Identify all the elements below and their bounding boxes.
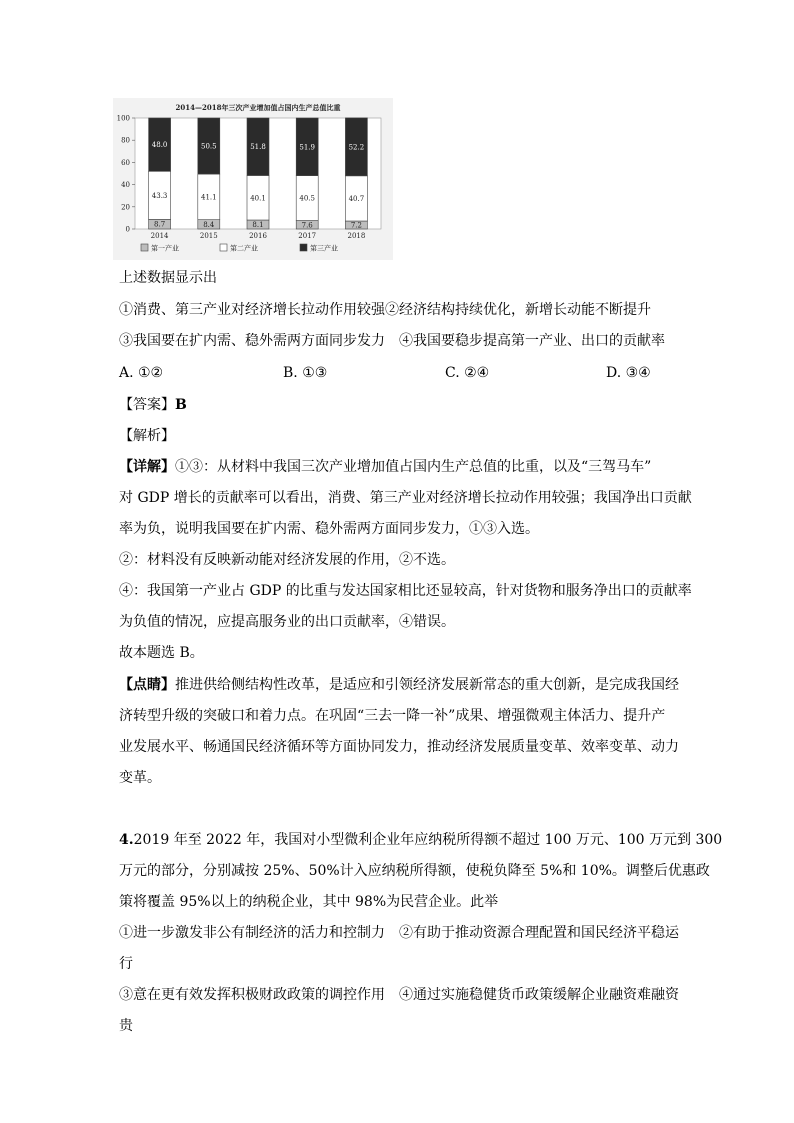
answer-tag: 【答案】 [119, 397, 175, 413]
question-4-statement-2-cont: 行 [119, 956, 133, 972]
detail-line-5: ④：我国第一产业占 GDP 的比重与发达国家相比还显较高，针对货物和服务净出口的贡献率 [119, 583, 692, 599]
lead-text: 上述数据显示出 [119, 270, 217, 286]
y-tick-label: 40 [121, 181, 130, 190]
chart-title: 2014—2018年三次产业增加值占国内生产总值比重 [175, 103, 341, 112]
y-tick-label: 100 [116, 114, 130, 123]
legend-swatch [141, 244, 148, 251]
detail-line-2: 对 GDP 增长的贡献率可以看出，消费、第三产业对经济增长拉动作用较强；我国净出口贡献 [119, 490, 692, 506]
x-tick-label: 2015 [199, 232, 218, 240]
question-number: 4. [119, 832, 134, 848]
detail-tag: 【详解】 [119, 459, 175, 475]
question-4-statement-3-4: ③意在更有效发挥积极财政政策的调控作用 ④通过实施稳健货币政策缓解企业融资难融资 [119, 987, 679, 1003]
data-label: 41.1 [201, 193, 217, 202]
option-d: D. ③④ [606, 365, 651, 381]
y-tick-label: 80 [121, 136, 130, 145]
tip-text-1: 推进供给侧结构性改革，是适应和引领经济发展新常态的重大创新，是完成我国经 [175, 677, 679, 693]
question-4-statement-4-cont: 贵 [119, 1018, 133, 1034]
question-4-line-3: 策将覆盖 95%以上的纳税企业，其中 98%为民营企业。此举 [119, 894, 499, 910]
x-tick-label: 2016 [249, 232, 267, 240]
detail-line-4: ②：材料没有反映新动能对经济发展的作用，②不选。 [119, 552, 455, 568]
x-tick-label: 2018 [347, 232, 366, 240]
tip-line-2: 济转型升级的突破口和着力点。在巩固“三去一降一补”成果、增强微观主体活力、提升产 [119, 708, 666, 724]
answer-line [119, 395, 187, 415]
data-label: 40.5 [299, 194, 315, 203]
legend-swatch [220, 244, 227, 251]
analysis-tag: 【解析】 [119, 428, 175, 444]
y-tick-label: 20 [121, 203, 130, 212]
detail-text-1: ①③：从材料中我国三次产业增加值占国内生产总值的比重，以及“三驾马车” [175, 459, 652, 475]
detail-line-6: 为负值的情况，应提高服务业的出口贡献率，④错误。 [119, 614, 455, 630]
option-c: C. ②④ [445, 365, 490, 381]
data-label: 52.2 [348, 143, 365, 152]
tip-line-4: 变革。 [119, 770, 161, 786]
question-4-text-1: 2019 年至 2022 年，我国对小型微利企业年应纳税所得额不超过 100 万元、100 万元到 300 [133, 832, 723, 848]
tip-line-1 [119, 675, 679, 695]
question-4-statement-1-2: ①进一步激发非公有制经济的活力和控制力 ②有助于推动资源合理配置和国民经济平稳运 [119, 925, 679, 941]
tip-tag: 【点睛】 [119, 677, 175, 693]
data-label: 51.8 [250, 143, 266, 152]
data-label: 7.2 [350, 221, 362, 230]
x-tick-label: 2017 [298, 232, 317, 240]
tip-line-3: 业发展水平、畅通国民经济循环等方面协同发力，推动经济发展质量变革、效率变革、动力 [119, 739, 679, 755]
data-label: 51.9 [299, 143, 315, 152]
option-a: A. ①② [119, 365, 164, 381]
data-label: 40.7 [348, 194, 365, 203]
statement-1-2: ①消费、第三产业对经济增长拉动作用较强②经济结构持续优化，新增长动能不断提升 [119, 302, 651, 318]
option-b: B. ①③ [283, 365, 328, 381]
data-label: 8.4 [203, 220, 215, 229]
y-tick-label: 0 [125, 225, 130, 234]
detail-line-3: 率为负，说明我国要在扩内需、稳外需两方面同步发力，①③入选。 [119, 521, 539, 537]
data-label: 50.5 [201, 142, 217, 151]
data-label: 8.1 [252, 221, 264, 230]
statement-3-4: ③我国要在扩内需、稳外需两方面同步发力 ④我国要稳步提高第一产业、出口的贡献率 [119, 333, 665, 349]
y-tick-label: 60 [121, 158, 130, 167]
legend-label: 第二产业 [230, 244, 258, 253]
chart-svg [113, 98, 393, 260]
stacked-bar-chart [113, 98, 393, 260]
answer-value: B [175, 397, 187, 413]
question-4-line-1 [119, 830, 722, 850]
legend-swatch [300, 244, 307, 251]
question-4-line-2: 万元的部分，分别减按 25%、50%计入应纳税所得额，使税负降至 5%和 10%。调整后优惠政 [119, 863, 710, 879]
data-label: 40.1 [250, 194, 266, 203]
legend-label: 第三产业 [310, 244, 338, 253]
legend-label: 第一产业 [151, 244, 179, 253]
data-label: 8.7 [154, 220, 166, 229]
data-label: 48.0 [151, 141, 168, 150]
detail-line-1 [119, 457, 651, 477]
x-tick-label: 2014 [150, 232, 169, 240]
detail-line-7: 故本题选 B。 [119, 645, 204, 661]
data-label: 7.6 [301, 221, 313, 230]
data-label: 43.3 [151, 191, 168, 200]
